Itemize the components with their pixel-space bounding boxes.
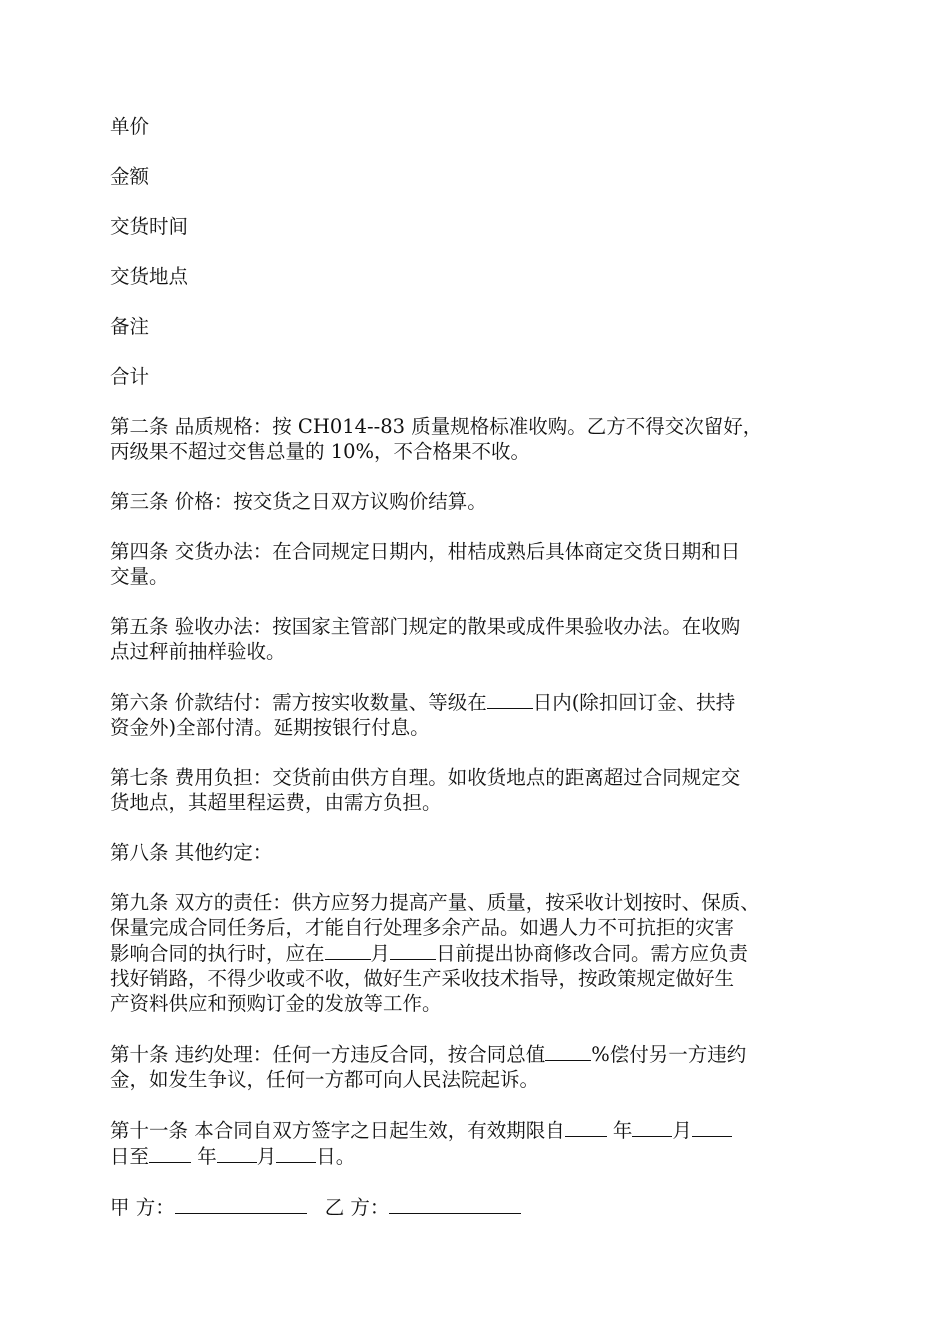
end-month-blank[interactable]	[217, 1143, 257, 1163]
start-month-blank[interactable]	[632, 1117, 672, 1137]
article-11-line-2-text-d: 日。	[316, 1145, 356, 1168]
article-6-line-1-text-a: 第六条 价款结付：需方按实收数量、等级在	[110, 691, 487, 714]
start-year-blank[interactable]	[565, 1117, 607, 1137]
article-3-price	[110, 489, 850, 514]
article-9-line-4: 找好销路，不得少收或不收，做好生产采收技术指导，按政策规定做好生	[110, 967, 735, 990]
article-10-line-1	[110, 1041, 850, 1067]
table-label-delivery-place: 交货地点	[110, 265, 189, 288]
article-11-line-1-text-a: 第十一条 本合同自双方签字之日起生效，有效期限自	[110, 1119, 565, 1142]
article-11-line-1-text-b: 年	[606, 1119, 633, 1142]
article-9-line-2: 保量完成合同任务后，才能自行处理多余产品。如遇人力不可抗拒的灾害	[110, 916, 735, 939]
payment-days-blank[interactable]	[487, 689, 533, 709]
article-2-line-2: 丙级果不超过交售总量的 10%，不合格果不收。	[110, 440, 531, 463]
article-9-line-3	[110, 940, 850, 966]
end-year-blank[interactable]	[149, 1143, 191, 1163]
article-11-line-1	[110, 1117, 850, 1143]
article-11-line-2-text-c: 月	[256, 1145, 277, 1168]
article-10-line-1-text-a: 第十条 违约处理：任何一方违反合同，按合同总值	[110, 1043, 546, 1066]
article-8-line-1: 第八条 其他约定：	[110, 841, 273, 864]
article-6-line-2: 资金外)全部付清。延期按银行付息。	[110, 716, 430, 739]
article-7-line-1: 第七条 费用负担：交货前由供方自理。如收货地点的距离超过合同规定交	[110, 766, 741, 789]
article-11-line-2-text-a: 日至	[110, 1145, 150, 1168]
article-4-delivery	[110, 539, 850, 589]
article-8-other	[110, 840, 850, 865]
article-5-inspection	[110, 614, 850, 664]
table-label-total: 合计	[110, 365, 150, 388]
article-2-line-1: 第二条 品质规格：按 CH014--83 质量规格标准收购。乙方不得交次留好，	[110, 415, 763, 438]
article-10-line-2: 金，如发生争议，任何一方都可向人民法院起诉。	[110, 1068, 540, 1091]
article-9-responsibilities	[110, 890, 850, 1016]
party-a-label: 甲 方：	[110, 1196, 175, 1219]
article-3-line-1: 第三条 价格：按交货之日双方议购价结算。	[110, 490, 487, 513]
article-2-quality	[110, 414, 850, 464]
article-9-line-1: 第九条 双方的责任：供方应努力提高产量、质量，按采收计划按时、保质、	[110, 891, 760, 914]
table-label-unit-price: 单价	[110, 115, 150, 138]
article-6-line-1	[110, 689, 850, 715]
article-5-line-1: 第五条 验收办法：按国家主管部门规定的散果或成件果验收办法。在收购	[110, 615, 741, 638]
article-4-line-1: 第四条 交货办法：在合同规定日期内，柑桔成熟后具体商定交货日期和日	[110, 540, 741, 563]
penalty-percent-blank[interactable]	[545, 1041, 591, 1061]
article-7-costs	[110, 765, 850, 815]
article-11-line-1-text-c: 月	[672, 1119, 692, 1142]
negotiation-day-blank[interactable]	[390, 940, 436, 960]
article-11-line-2-text-b: 年	[191, 1145, 217, 1168]
article-9-line-3-text-a: 影响合同的执行时，应在	[110, 942, 325, 965]
party-b-label: 乙 方：	[324, 1196, 390, 1219]
article-6-payment	[110, 689, 850, 740]
party-b-signature-blank[interactable]	[389, 1194, 521, 1214]
table-label-amount: 金额	[110, 165, 150, 188]
article-9-line-5: 产资料供应和预购订金的发放等工作。	[110, 992, 442, 1015]
article-4-line-2: 交量。	[110, 565, 169, 588]
end-day-blank[interactable]	[276, 1143, 316, 1163]
article-9-line-3-text-c: 日前提出协商修改合同。需方应负责	[436, 942, 749, 965]
article-11-line-2	[110, 1143, 850, 1169]
negotiation-month-blank[interactable]	[325, 940, 371, 960]
signature-row	[110, 1194, 850, 1220]
table-label-delivery-time: 交货时间	[110, 215, 189, 238]
article-6-line-1-text-b: 日内(除扣回订金、扶持	[532, 691, 736, 714]
article-10-breach	[110, 1041, 850, 1092]
article-7-line-2: 货地点，其超里程运费，由需方负担。	[110, 791, 442, 814]
contract-page	[110, 114, 850, 1245]
party-a-signature-blank[interactable]	[175, 1194, 307, 1214]
article-5-line-2: 点过秤前抽样验收。	[110, 640, 286, 663]
article-11-validity	[110, 1117, 850, 1169]
table-label-remarks: 备注	[110, 315, 150, 338]
article-9-line-3-text-b: 月	[370, 942, 391, 965]
article-10-line-1-text-b: %偿付另一方违约	[591, 1043, 747, 1066]
start-day-blank[interactable]	[692, 1117, 732, 1137]
